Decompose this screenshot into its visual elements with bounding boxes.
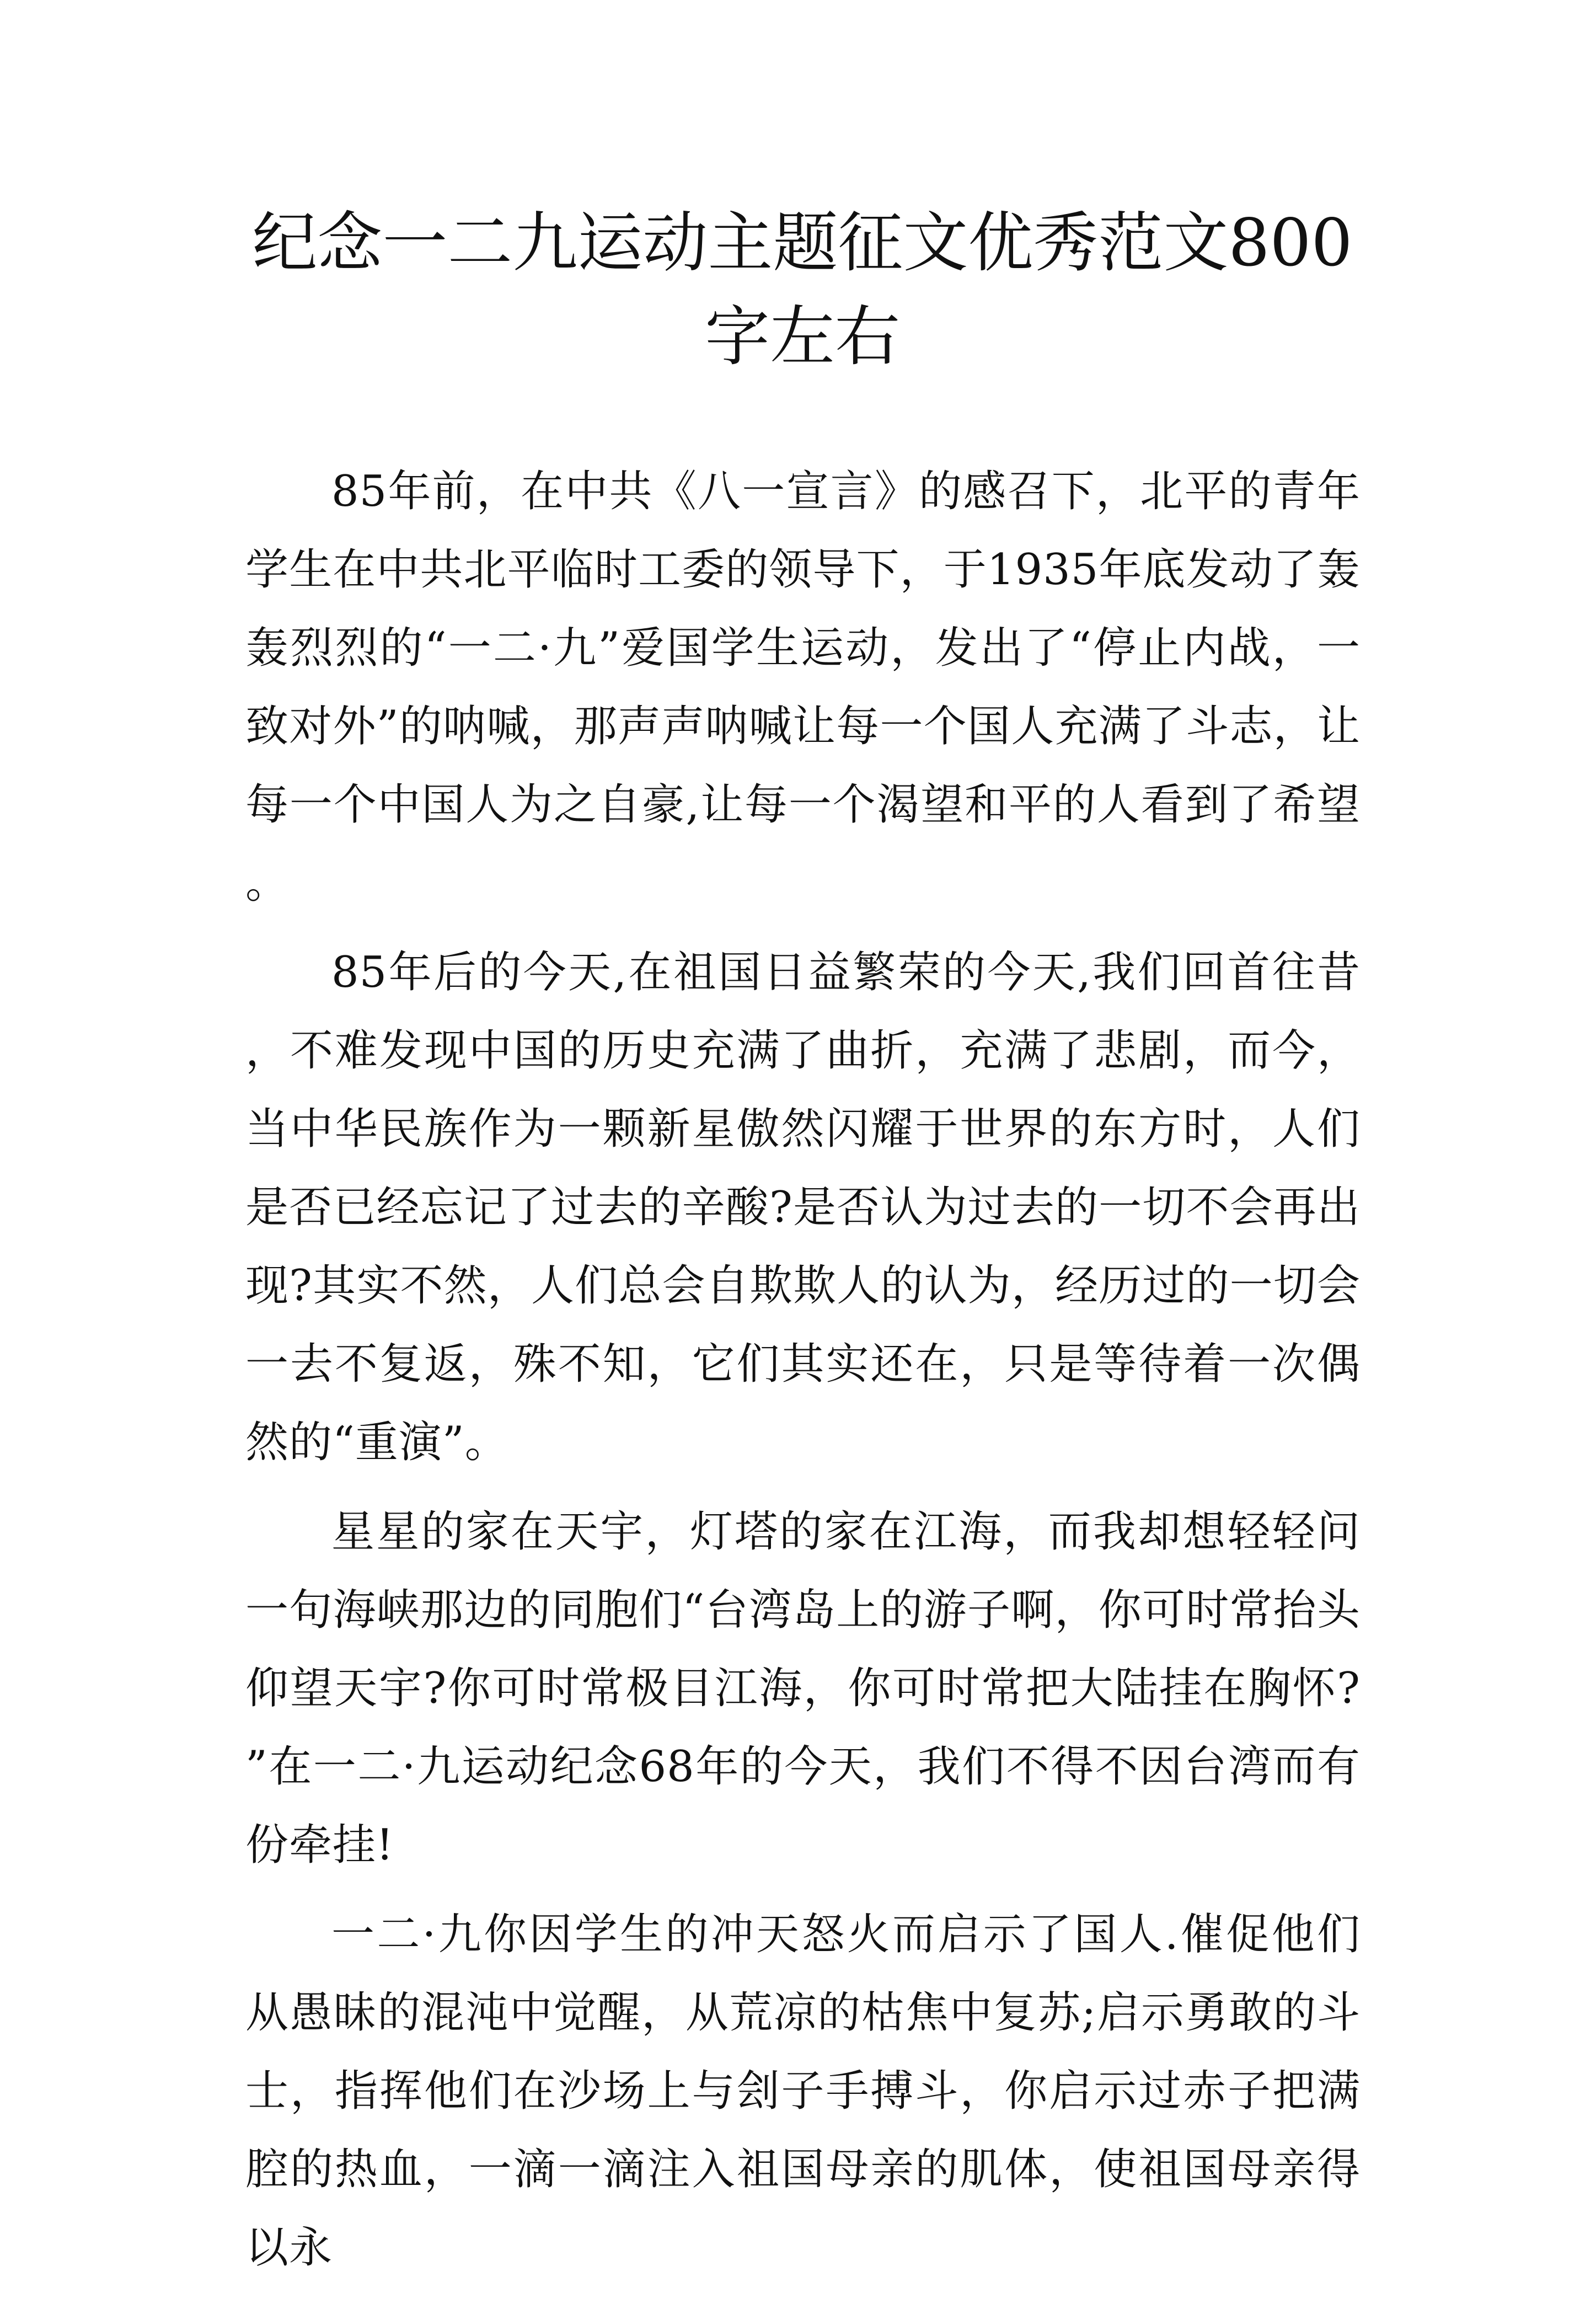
document-title: 纪念一二九运动主题征文优秀范文800字左右 [252, 205, 1353, 375]
paragraph-4: 一二·九你因学生的冲天怒火而启示了国人.催促他们从愚昧的混沌中觉醒，从荒凉的枯焦中复苏;启示勇敢的斗士，指挥他们在沙场上与刽子手搏斗，你启示过赤子把满腔的热血，一滴一滴注入祖国母亲的肌体，使祖国母亲得以永 [245, 1910, 1361, 2273]
paragraph-1: 85年前，在中共《八一宣言》的感召下，北平的青年学生在中共北平临时工委的领导下，于1935年底发动了轰轰烈烈的“一二·九”爱国学生运动，发出了“停止内战，一致对外”的呐喊，那声声呐喊让每一个国人充满了斗志，让每一个中国人为之自豪,让每一个渴望和平的人看到了希望。 [245, 467, 1361, 908]
paragraph-3: 星星的家在天宇，灯塔的家在江海，而我却想轻轻问一句海峡那边的同胞们“台湾岛上的游子啊，你可时常抬头仰望天宇?你可时常极目江海，你可时常把大陆挂在胸怀?”在一二·九运动纪念68年的今天，我们不得不因台湾而有份牵挂! [245, 1507, 1361, 1870]
paragraph-2: 85年后的今天,在祖国日益繁荣的今天,我们回首往昔，不难发现中国的历史充满了曲折，充满了悲剧，而今，当中华民族作为一颗新星傲然闪耀于世界的东方时，人们是否已经忘记了过去的辛酸?是否认为过去的一切不会再出现?其实不然，人们总会自欺欺人的认为，经历过的一切会一去不复返，殊不知，它们其实还在，只是等待着一次偶然的“重演”。 [245, 948, 1361, 1467]
document-body [245, 452, 1361, 2298]
